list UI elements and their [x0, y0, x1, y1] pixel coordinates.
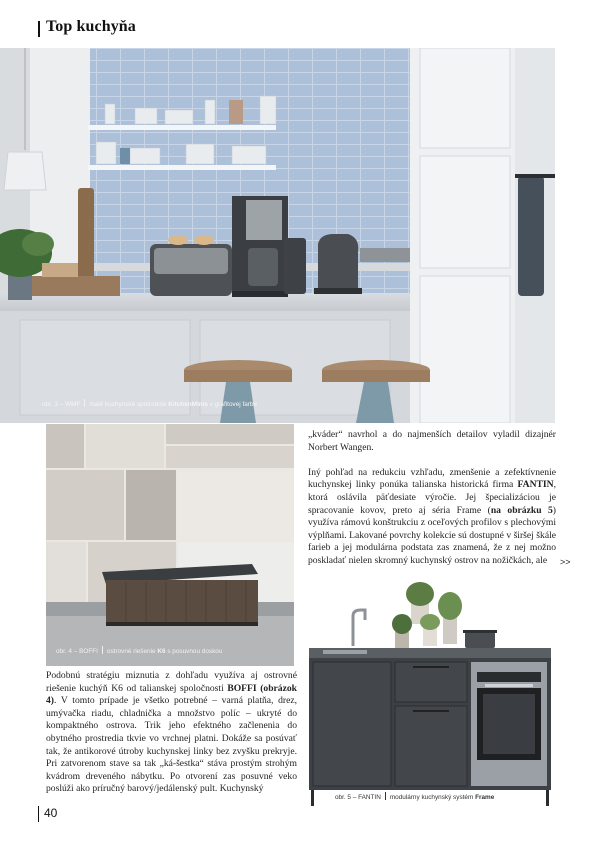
continue-marker: >>	[560, 557, 571, 567]
header-rule	[38, 21, 40, 37]
kitchen-photo-fantin	[305, 580, 555, 806]
caption-source: obr. 5 – FANTIN	[335, 794, 381, 801]
page-number: 40	[44, 806, 58, 820]
caption-source: obr. 4 – BOFFI	[56, 648, 98, 655]
article-column-left	[46, 670, 297, 796]
footer-rule	[38, 806, 39, 822]
caption-text: malé kuchynské spotrebiče	[89, 401, 169, 408]
figure-reference: (obrázok 4)	[46, 682, 297, 707]
kitchen-photo-wmf	[0, 48, 555, 423]
caption-figure-3	[42, 399, 257, 408]
caption-text-tail: v grafitovej farbe	[208, 401, 258, 408]
caption-separator	[84, 399, 85, 407]
brand-boffi: BOFFI	[227, 682, 257, 694]
section-title: Top kuchyňa	[46, 18, 136, 35]
caption-separator	[385, 792, 386, 800]
caption-product: Frame	[475, 794, 495, 801]
caption-separator	[102, 646, 103, 654]
fantin-illustration	[305, 580, 555, 806]
boffi-illustration	[46, 424, 294, 666]
article-paragraph-boffi: Podobnú stratégiu miznutia z dohľadu využíva aj ostrovné riešenie kuchýň K6 od talianskej spoločnosti BOFFI (obrázok 4). V tomto prípade je všetko potrebné – varná platňa, drez, umývačka riadu, chladnička a množstvo políc – ukryté do kompaktného ostrova. Trik jeho efektného začlenenia do obytného prostredia tkvie vo vrchnej platni. Dokáže sa posúvať tak, že antikorové útroby kuchynskej linky bez zvyšku prekryje. Pri zatvorenom stave sa tak „ká-šestka“ stáva prostým strohým kvádrom dreveného nábytku. Po otvorení zas posuvné veko poslúži ako príručný barový/jedálenský pult. Kuchynský	[46, 670, 297, 795]
caption-text: modulárny kuchynský systém	[389, 794, 476, 801]
caption-figure-5	[335, 792, 494, 801]
article-paragraph-fantin: Iný pohľad na redukciu vzhľadu, zmenšenie a zefektívnenie kuchynskej linky ponúka talianska historická firma FANTIN, ktorá oslávila päťdesiate výročie. Jej špecializáciou je spracovanie kovov, preto aj séria Frame (na obrázku 5) využíva rámovú konštrukciu z oceľových profilov s plechovými výplňami. Lakované povrchy kolekcie sú dostupné v širšej škále farieb a jej modulárna podstata zas znamená, že z nej možno poskladať nielen skromný kuchynský ostrov na nožičkách, ale	[308, 466, 556, 566]
caption-product: KitchenMinis	[168, 401, 208, 408]
caption-source: obr. 3 – WMF	[42, 401, 81, 408]
article-column-right	[308, 429, 556, 568]
caption-product: K6	[157, 648, 166, 655]
kitchen-illustration	[0, 48, 555, 423]
caption-text-tail: s posuvnou doskou	[165, 648, 223, 655]
brand-fantin: FANTIN	[517, 479, 554, 491]
caption-text: ostrovné riešenie	[106, 648, 158, 655]
caption-figure-4	[56, 646, 222, 655]
figure-reference: na obrázku 5	[490, 504, 553, 516]
kitchen-photo-boffi	[46, 424, 294, 666]
article-paragraph: „kváder“ navrhol a do najmenších detailov vyladil dizajnér Norbert Wangen.	[308, 429, 556, 453]
